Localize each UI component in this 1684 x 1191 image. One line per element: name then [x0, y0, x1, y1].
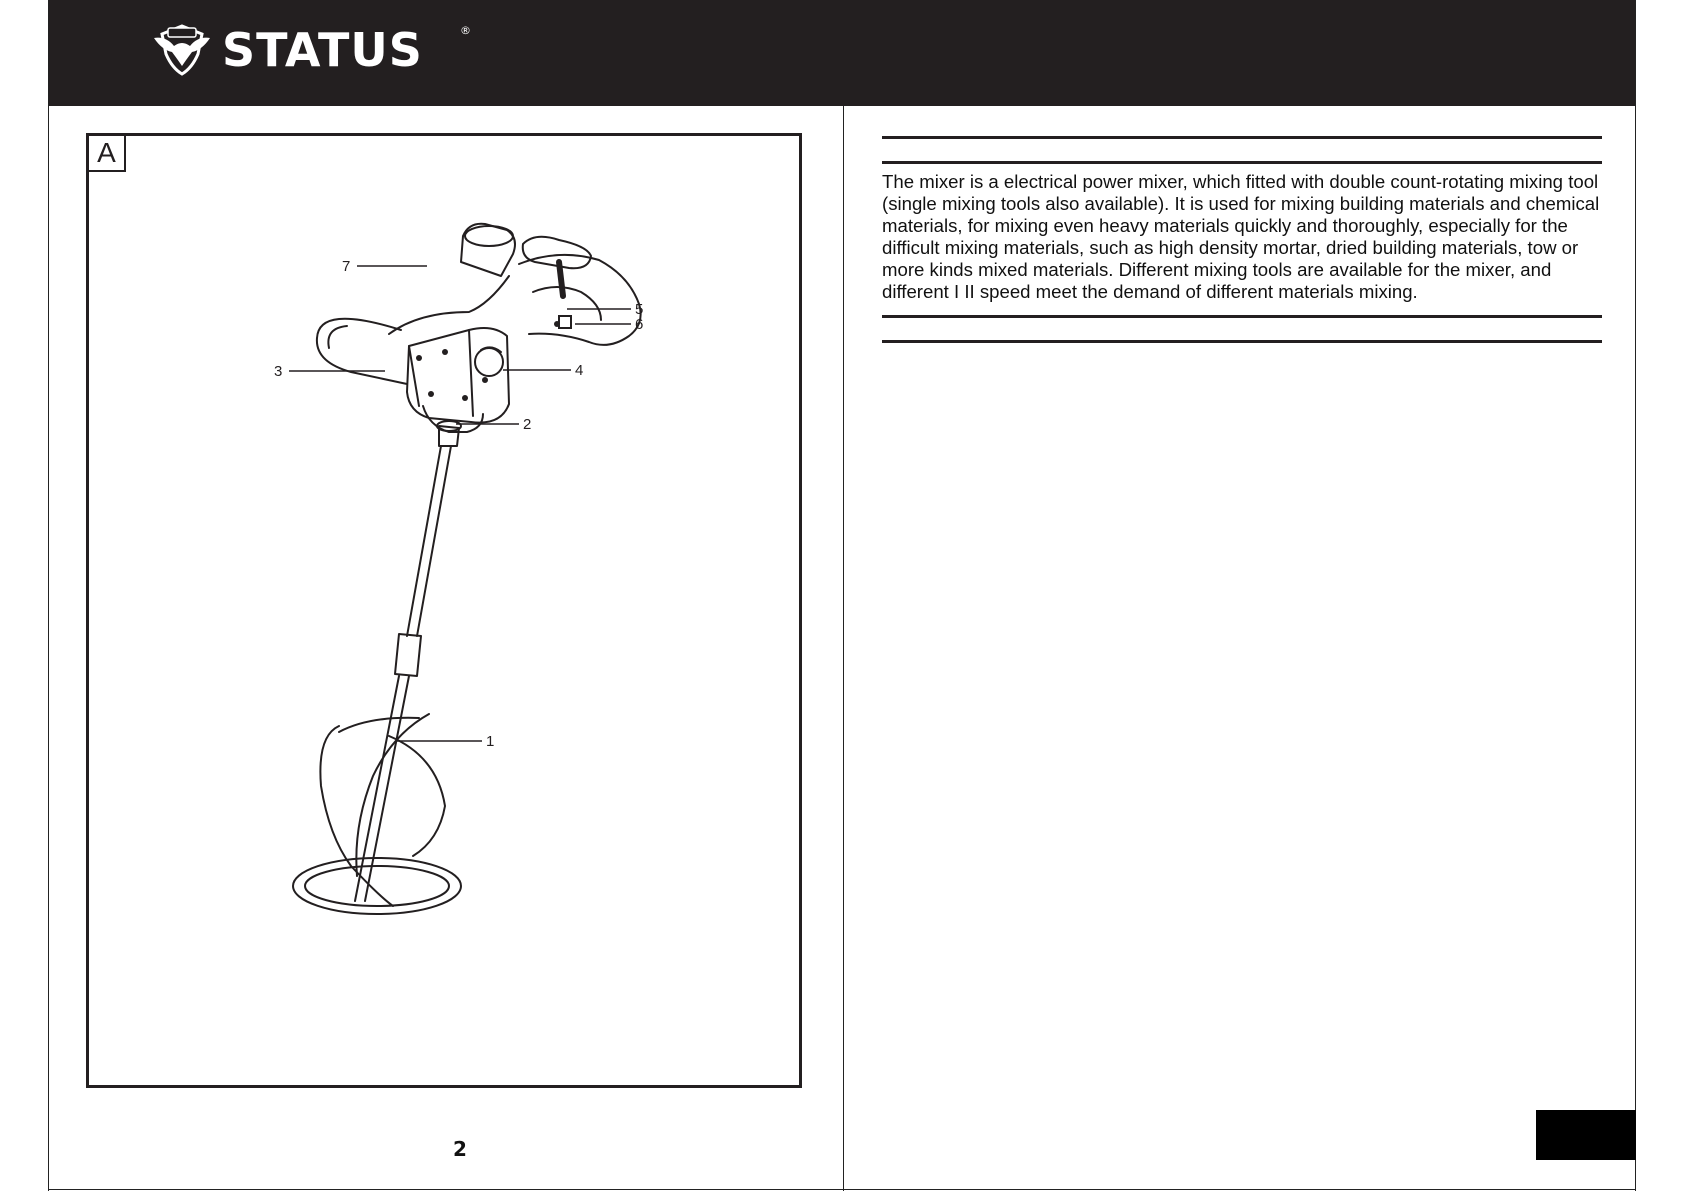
brand-logo	[152, 20, 471, 80]
callout-3: 3	[274, 363, 283, 380]
callout-1: 1	[486, 733, 495, 750]
page-header	[48, 0, 1636, 106]
product-description: The mixer is a electrical power mixer, which fitted with double count-rotating mixing tool (single mixing tools also available). It is used for mixing building materials and chemical materials, for mixing even heavy materials quickly and thoroughly, especially for the difficult mixing materials, such as high density mortar, dried building materials, tow or more kinds mixed materials. Different mixing tools are available for the mixer, and different I II speed meet the demand of different materials mixing.	[882, 171, 1600, 302]
section-rule-header	[882, 161, 1602, 164]
page-divider	[843, 106, 844, 1191]
eagle-shield-icon	[152, 20, 212, 80]
page-frame-left	[48, 0, 49, 1191]
page-frame-bottom	[48, 1189, 1636, 1190]
page-number: 2	[453, 1137, 467, 1161]
callout-7: 7	[342, 258, 351, 275]
mixer-drawing	[89, 136, 799, 1085]
section-rule-mid	[882, 315, 1602, 318]
callout-6: 6	[635, 316, 644, 333]
page-frame-right	[1635, 0, 1636, 1191]
callout-4: 4	[575, 362, 584, 379]
page-edge-tab	[1536, 1110, 1636, 1160]
callout-5: 5	[635, 301, 644, 318]
section-rule-top	[882, 136, 1602, 139]
figure-label: A	[89, 136, 126, 172]
registered-mark: ®	[460, 24, 471, 37]
callout-2: 2	[523, 416, 532, 433]
section-rule-lower	[882, 340, 1602, 343]
figure-a	[86, 133, 802, 1088]
brand-name: STATUS	[222, 23, 423, 77]
